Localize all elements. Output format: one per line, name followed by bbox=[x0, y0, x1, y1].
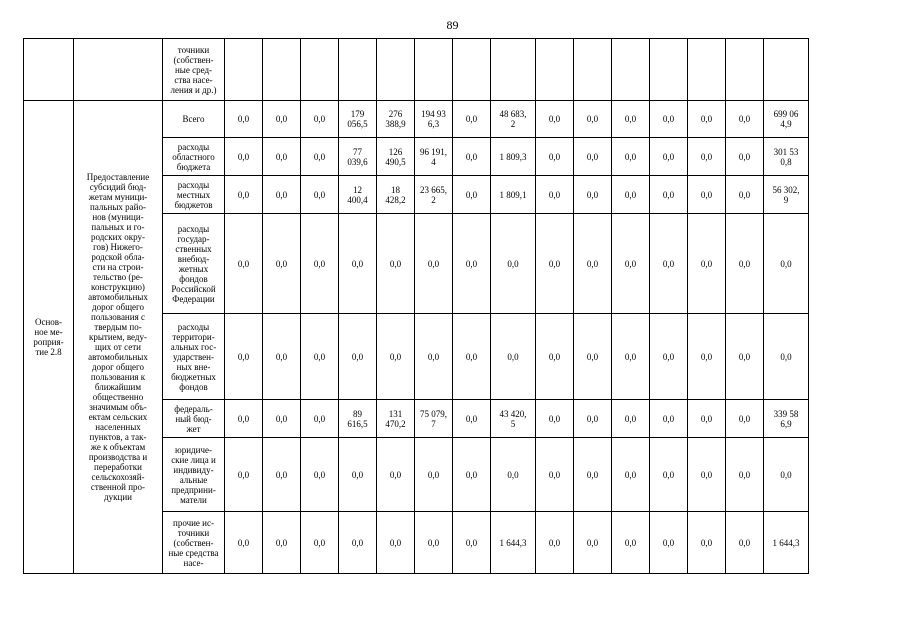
value-cell: 0,0 bbox=[301, 314, 339, 400]
value-cell: 0,0 bbox=[574, 138, 612, 176]
value-cell: 0,0 bbox=[574, 314, 612, 400]
continuation-row bbox=[24, 39, 809, 101]
value-cell: 0,0 bbox=[650, 138, 688, 176]
value-cell: 77 039,6 bbox=[339, 138, 377, 176]
empty-cell bbox=[574, 39, 612, 101]
value-cell: 0,0 bbox=[377, 314, 415, 400]
value-cell: 0,0 bbox=[536, 314, 574, 400]
empty-cell bbox=[688, 39, 726, 101]
category-cell: расходы территори- альных гос- ударствен- ных вне- бюджетных фондов bbox=[163, 314, 225, 400]
page-number: 89 bbox=[446, 18, 459, 32]
value-cell: 0,0 bbox=[536, 438, 574, 512]
value-cell: 0,0 bbox=[301, 512, 339, 574]
value-cell: 0,0 bbox=[263, 138, 301, 176]
value-cell: 0,0 bbox=[650, 214, 688, 314]
empty-cell bbox=[377, 39, 415, 101]
value-cell: 0,0 bbox=[612, 438, 650, 512]
empty-cell bbox=[74, 39, 163, 101]
value-cell: 0,0 bbox=[574, 512, 612, 574]
value-cell: 0,0 bbox=[612, 314, 650, 400]
value-cell: 0,0 bbox=[612, 400, 650, 438]
activity-cell: Основ- ное ме- роприя- тие 2.8 bbox=[24, 101, 74, 574]
value-cell: 0,0 bbox=[726, 438, 764, 512]
value-cell: 126 490,5 bbox=[377, 138, 415, 176]
value-cell: 43 420, 5 bbox=[491, 400, 536, 438]
value-cell: 0,0 bbox=[225, 176, 263, 214]
value-cell: 1 644,3 bbox=[764, 512, 809, 574]
value-cell: 0,0 bbox=[263, 214, 301, 314]
value-cell: 56 302, 9 bbox=[764, 176, 809, 214]
value-cell: 0,0 bbox=[764, 214, 809, 314]
value-cell: 301 53 0,8 bbox=[764, 138, 809, 176]
value-cell: 0,0 bbox=[301, 138, 339, 176]
empty-cell bbox=[453, 39, 491, 101]
value-cell: 0,0 bbox=[453, 101, 491, 138]
value-cell: 0,0 bbox=[688, 101, 726, 138]
value-cell: 0,0 bbox=[688, 512, 726, 574]
value-cell: 0,0 bbox=[263, 176, 301, 214]
empty-cell bbox=[339, 39, 377, 101]
value-cell: 0,0 bbox=[453, 512, 491, 574]
value-cell: 276 388,9 bbox=[377, 101, 415, 138]
empty-cell bbox=[726, 39, 764, 101]
value-cell: 1 809,1 bbox=[491, 176, 536, 214]
value-cell: 0,0 bbox=[536, 101, 574, 138]
value-cell: 1 809,3 bbox=[491, 138, 536, 176]
value-cell: 0,0 bbox=[225, 314, 263, 400]
value-cell: 0,0 bbox=[726, 101, 764, 138]
table-row bbox=[24, 101, 809, 138]
value-cell: 0,0 bbox=[339, 438, 377, 512]
category-cell: точники (собствен- ные сред- ства насе- ления и др.) bbox=[163, 39, 225, 101]
value-cell: 0,0 bbox=[225, 214, 263, 314]
value-cell: 0,0 bbox=[225, 438, 263, 512]
value-cell: 0,0 bbox=[650, 400, 688, 438]
value-cell: 1 644,3 bbox=[491, 512, 536, 574]
category-cell: расходы местных бюджетов bbox=[163, 176, 225, 214]
value-cell: 179 056,5 bbox=[339, 101, 377, 138]
value-cell: 0,0 bbox=[415, 438, 453, 512]
value-cell: 12 400,4 bbox=[339, 176, 377, 214]
value-cell: 131 470,2 bbox=[377, 400, 415, 438]
value-cell: 0,0 bbox=[339, 214, 377, 314]
empty-cell bbox=[24, 39, 74, 101]
value-cell: 0,0 bbox=[650, 176, 688, 214]
value-cell: 0,0 bbox=[650, 101, 688, 138]
value-cell: 0,0 bbox=[574, 438, 612, 512]
value-cell: 0,0 bbox=[415, 314, 453, 400]
empty-cell bbox=[764, 39, 809, 101]
value-cell: 0,0 bbox=[726, 214, 764, 314]
value-cell: 0,0 bbox=[726, 314, 764, 400]
value-cell: 699 06 4,9 bbox=[764, 101, 809, 138]
empty-cell bbox=[491, 39, 536, 101]
value-cell: 0,0 bbox=[491, 214, 536, 314]
value-cell: 0,0 bbox=[536, 400, 574, 438]
value-cell: 0,0 bbox=[536, 214, 574, 314]
value-cell: 0,0 bbox=[726, 512, 764, 574]
category-cell: юридиче- ские лица и индивиду- альные предприни- матели bbox=[163, 438, 225, 512]
value-cell: 0,0 bbox=[339, 314, 377, 400]
budget-table bbox=[23, 38, 809, 574]
value-cell: 0,0 bbox=[688, 138, 726, 176]
value-cell: 0,0 bbox=[453, 314, 491, 400]
value-cell: 0,0 bbox=[764, 314, 809, 400]
value-cell: 48 683, 2 bbox=[491, 101, 536, 138]
value-cell: 0,0 bbox=[491, 314, 536, 400]
category-cell: расходы областного бюджета bbox=[163, 138, 225, 176]
value-cell: 0,0 bbox=[453, 400, 491, 438]
value-cell: 0,0 bbox=[263, 438, 301, 512]
value-cell: 0,0 bbox=[612, 138, 650, 176]
value-cell: 0,0 bbox=[650, 314, 688, 400]
category-cell: Всего bbox=[163, 101, 225, 138]
value-cell: 0,0 bbox=[726, 400, 764, 438]
value-cell: 0,0 bbox=[612, 214, 650, 314]
value-cell: 0,0 bbox=[301, 101, 339, 138]
category-cell: расходы государ- ственных внебюд- жетных фондов Российской Федерации bbox=[163, 214, 225, 314]
value-cell: 89 616,5 bbox=[339, 400, 377, 438]
value-cell: 0,0 bbox=[688, 176, 726, 214]
value-cell: 0,0 bbox=[263, 101, 301, 138]
value-cell: 0,0 bbox=[301, 214, 339, 314]
value-cell: 0,0 bbox=[225, 400, 263, 438]
empty-cell bbox=[263, 39, 301, 101]
value-cell: 0,0 bbox=[536, 138, 574, 176]
value-cell: 0,0 bbox=[764, 438, 809, 512]
value-cell: 75 079, 7 bbox=[415, 400, 453, 438]
value-cell: 0,0 bbox=[574, 176, 612, 214]
value-cell: 0,0 bbox=[574, 214, 612, 314]
value-cell: 0,0 bbox=[453, 138, 491, 176]
value-cell: 0,0 bbox=[415, 512, 453, 574]
value-cell: 0,0 bbox=[301, 176, 339, 214]
empty-cell bbox=[415, 39, 453, 101]
value-cell: 0,0 bbox=[453, 214, 491, 314]
value-cell: 0,0 bbox=[612, 512, 650, 574]
value-cell: 0,0 bbox=[688, 214, 726, 314]
category-cell: федераль- ный бюд- жет bbox=[163, 400, 225, 438]
value-cell: 0,0 bbox=[574, 400, 612, 438]
value-cell: 96 191, 4 bbox=[415, 138, 453, 176]
value-cell: 23 665, 2 bbox=[415, 176, 453, 214]
value-cell: 0,0 bbox=[574, 101, 612, 138]
value-cell: 0,0 bbox=[688, 400, 726, 438]
category-cell: прочие ис- точники (собствен- ные средства насе- bbox=[163, 512, 225, 574]
value-cell: 0,0 bbox=[726, 176, 764, 214]
value-cell: 0,0 bbox=[377, 512, 415, 574]
value-cell: 0,0 bbox=[726, 138, 764, 176]
value-cell: 0,0 bbox=[688, 314, 726, 400]
value-cell: 194 93 6,3 bbox=[415, 101, 453, 138]
value-cell: 0,0 bbox=[612, 101, 650, 138]
value-cell: 0,0 bbox=[453, 176, 491, 214]
empty-cell bbox=[301, 39, 339, 101]
value-cell: 339 58 6,9 bbox=[764, 400, 809, 438]
value-cell: 0,0 bbox=[301, 400, 339, 438]
value-cell: 0,0 bbox=[263, 314, 301, 400]
value-cell: 0,0 bbox=[491, 438, 536, 512]
value-cell: 0,0 bbox=[612, 176, 650, 214]
value-cell: 0,0 bbox=[536, 176, 574, 214]
value-cell: 0,0 bbox=[263, 400, 301, 438]
empty-cell bbox=[650, 39, 688, 101]
empty-cell bbox=[225, 39, 263, 101]
value-cell: 0,0 bbox=[339, 512, 377, 574]
value-cell: 0,0 bbox=[225, 101, 263, 138]
value-cell: 0,0 bbox=[650, 512, 688, 574]
value-cell: 0,0 bbox=[650, 438, 688, 512]
empty-cell bbox=[612, 39, 650, 101]
value-cell: 0,0 bbox=[377, 214, 415, 314]
value-cell: 0,0 bbox=[453, 438, 491, 512]
value-cell: 0,0 bbox=[415, 214, 453, 314]
description-cell: Предоставление субсидий бюд- жетам муници- пальных райо- нов (муници- пальных и го- родских окру- гов) Нижего- родской обла- сти на строи- тельство (ре- конструкцию) автомобильных дорог общего пользования с твердым по- крытием, веду- щих от сети автомобильных дорог общего пользования к ближайшим общественно значимым объ- ектам сельских населенных пунктов, а так- же к объектам производства и переработки сельскохозяй- ственной про- дукции bbox=[74, 101, 163, 574]
value-cell: 0,0 bbox=[225, 512, 263, 574]
value-cell: 18 428,2 bbox=[377, 176, 415, 214]
empty-cell bbox=[536, 39, 574, 101]
value-cell: 0,0 bbox=[688, 438, 726, 512]
value-cell: 0,0 bbox=[225, 138, 263, 176]
value-cell: 0,0 bbox=[263, 512, 301, 574]
value-cell: 0,0 bbox=[536, 512, 574, 574]
value-cell: 0,0 bbox=[377, 438, 415, 512]
value-cell: 0,0 bbox=[301, 438, 339, 512]
